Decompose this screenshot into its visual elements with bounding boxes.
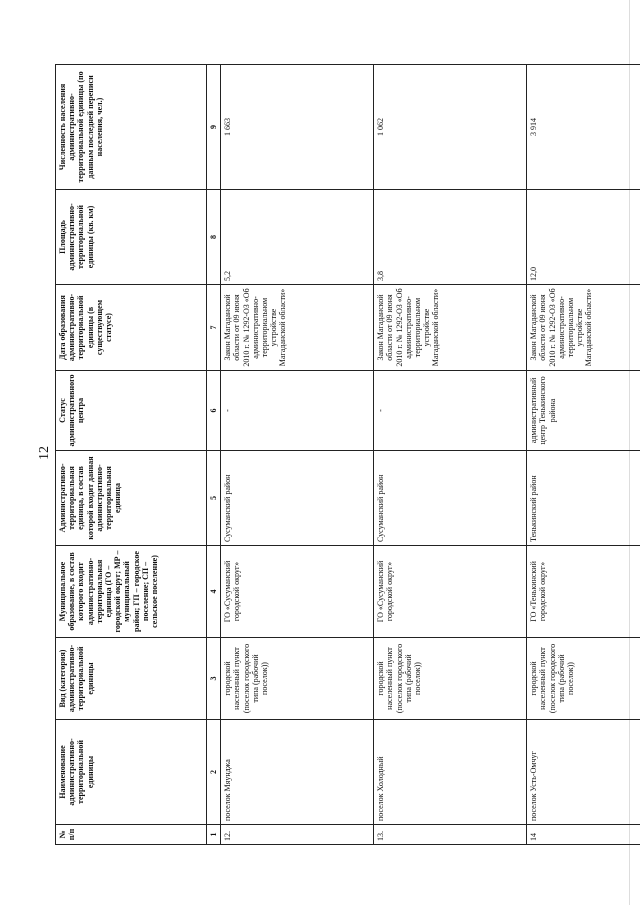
center-status: - — [221, 371, 374, 451]
parent-unit: Сусуманский район — [221, 451, 374, 546]
rotated-table-wrapper — [55, 65, 615, 845]
header-cell: Численность населения административно-территориальной единицы (по данным последней переписи населения, чел.) — [56, 65, 207, 190]
column-number: 5 — [207, 451, 221, 546]
column-number: 4 — [207, 546, 221, 638]
column-number: 2 — [207, 720, 221, 825]
header-cell: Статус административного центра — [56, 371, 207, 451]
center-status: - — [374, 371, 527, 451]
row-number: 12. — [221, 825, 374, 845]
unit-area: 3,8 — [374, 190, 527, 285]
unit-population: 3 914 — [527, 65, 640, 190]
municipality: ГО «Сусуманский городской округ» — [221, 546, 374, 638]
table-row — [221, 65, 374, 845]
parent-unit: Тенькинский район — [527, 451, 640, 546]
header-cell: Административно-территориальная единица, в состав которой входит данная административно-территориальная единица — [56, 451, 207, 546]
formation-date: Закон Магаданской области от 09 июня 2010 г. № 1292-ОЗ «Об административно-территориальном устройстве Магаданской области» — [374, 285, 527, 371]
parent-unit: Сусуманский район — [374, 451, 527, 546]
unit-kind: городской населенный пункт (поселок городского типа (рабочий поселок)) — [221, 638, 374, 720]
header-cell: Наименование административно-территориальной единицы — [56, 720, 207, 825]
column-number: 8 — [207, 190, 221, 285]
column-number-row — [207, 65, 221, 845]
column-number: 1 — [207, 825, 221, 845]
municipality: ГО «Сусуманский городской округ» — [374, 546, 527, 638]
formation-date: Закон Магаданской области от 09 июня 2010 г. № 1292-ОЗ «Об административно-территориальном устройстве Магаданской области» — [527, 285, 640, 371]
header-cell: № п/п — [56, 825, 207, 845]
column-number: 6 — [207, 371, 221, 451]
row-number: 14 — [527, 825, 640, 845]
page-number: 12 — [37, 446, 52, 460]
table-header-row — [56, 65, 207, 845]
header-cell: Муниципальное образование, в состав которого входит административно-территориальная единица (ГО – городской округ; МР – муниципальный район; ГП – городское поселение; СП – сельское поселение) — [56, 546, 207, 638]
column-number: 7 — [207, 285, 221, 371]
unit-kind: городской населенный пункт (поселок городского типа (рабочий поселок)) — [527, 638, 640, 720]
center-status: административный центр Тенькинского района — [527, 371, 640, 451]
column-number: 9 — [207, 65, 221, 190]
unit-name: поселок Усть-Омчуг — [527, 720, 640, 825]
unit-area: 5,2 — [221, 190, 374, 285]
admin-units-table — [55, 64, 640, 845]
table-row — [527, 65, 640, 845]
row-number: 13. — [374, 825, 527, 845]
header-cell: Вид (категория) административно-территориальной единицы — [56, 638, 207, 720]
formation-date: Закон Магаданской области от 09 июня 2010 г. № 1292-ОЗ «Об административно-территориальном устройстве Магаданской области» — [221, 285, 374, 371]
unit-area: 12,0 — [527, 190, 640, 285]
header-cell: Дата образования административно-территориальной единицы (в существующем статусе) — [56, 285, 207, 371]
unit-name: поселок Мяунджа — [221, 720, 374, 825]
header-cell: Площадь административно-территориальной единицы (кв. км) — [56, 190, 207, 285]
unit-kind: городской населенный пункт (поселок городского типа (рабочий поселок)) — [374, 638, 527, 720]
unit-name: поселок Холодный — [374, 720, 527, 825]
column-number: 3 — [207, 638, 221, 720]
unit-population: 1 062 — [374, 65, 527, 190]
municipality: ГО «Тенькинский городской округ» — [527, 546, 640, 638]
unit-population: 1 663 — [221, 65, 374, 190]
table-row — [374, 65, 527, 845]
